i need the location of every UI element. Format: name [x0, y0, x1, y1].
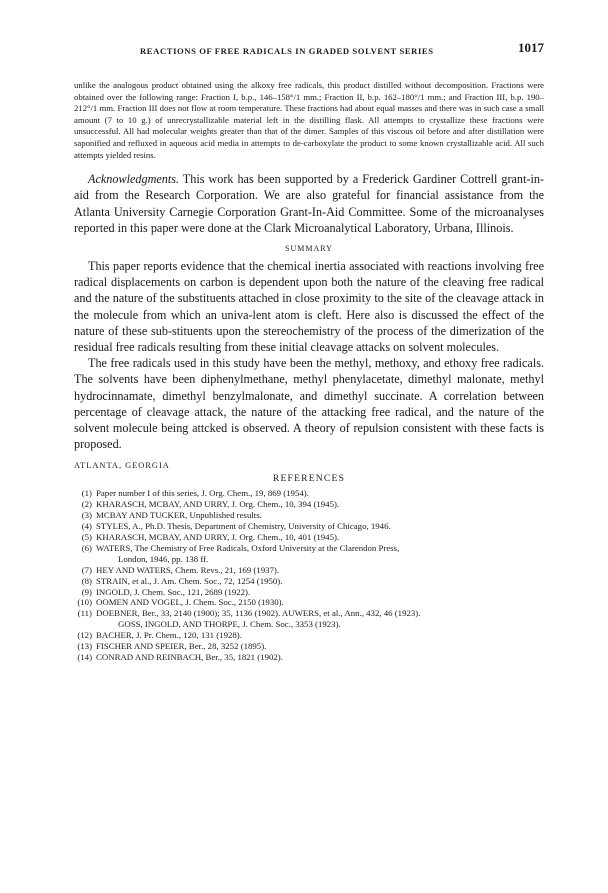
experimental-continuation [74, 80, 544, 161]
reference-number: (13) [77, 641, 92, 652]
reference-text: STRAIN, et al., J. Am. Chem. Soc., 72, 1254 (1950). [96, 575, 283, 586]
reference-number: (9) [81, 586, 92, 597]
summary-paragraph: This paper reports evidence that the chemical inertia associated with reactions involving free radical displacements on carbon is dependent upon both the nature of the cleaving free radical and the nature of the substituents attached in close proximity to the site of the cleavage attack in the molecule from which an univa-lent atom is cleft. Here also is discussed the effect of the nature of these sub-stituents upon the stereochemistry of the process of the dimerization of the residual free radicals resulting from these initial cleavage attacks on solvent molecules. [74, 258, 544, 354]
reference-item [74, 597, 544, 608]
acknowledgments-text: This work has been supported by a Frederick Gardiner Cottrell grant-in-aid from the Research Corporation. We are also grateful for financial assistance from the Atlanta University Carnegie Corporation Grant-In-Aid Committee. Some of the microanalyses reported in this paper were done at the Clark Microanalytical Laboratory, Urbana, Illinois. [74, 172, 544, 235]
reference-text: OOMEN AND VOGEL, J. Chem. Soc., 2150 (1930). [96, 597, 284, 608]
acknowledgments-lead: Acknowledgments. [88, 172, 180, 187]
reference-item [74, 499, 544, 510]
intro-paragraph: unlike the analogous product obtained using the alkoxy free radicals, this product distilled without decomposition. Fractions were obtained over the following range: Fraction I, b.p., 146–158°/1 mm.; Fraction II, b.p. 162–180°/1 mm.; and Fraction III, b.p. 190–212°/1 mm. Fraction III does not flow at room temperature. These fractions had about equal masses and there was in such case a small amount (7 to 10 g.) of unrecrystallizable material left in the distilling flask. All attempts to crystallize these fractions were unsuccessful. All had molecular weights greater than that of the dimer. Samples of this viscous oil before and after distillation were saponified and refluxed in aqueous acid media in attempts to de-carboxylate the product to some known crystallizable acid. All such attempts yielded resins. [74, 80, 544, 160]
reference-number: (10) [77, 597, 92, 608]
reference-number: (7) [81, 564, 92, 575]
reference-item [74, 652, 544, 663]
reference-number: (11) [77, 608, 92, 619]
reference-text: Paper number I of this series, J. Org. Chem., 19, 869 (1954). [96, 488, 309, 499]
summary-paragraph: The free radicals used in this study have been the methyl, methoxy, and ethoxy free radicals. The solvents have been diphenylmethane, methyl phenylacetate, dimethyl malonate, methyl hydrocinnamate, dimethyl benzylmalonate, and dimethyl succinate. A correlation between percentage of cleavage attack, the nature of the attacking free radical, and the nature of the solvent molecule being attcked is observed. A theory of repulsion consistent with these facts is proposed. [74, 356, 544, 452]
reference-item [74, 521, 544, 532]
reference-text: WATERS, The Chemistry of Free Radicals, Oxford University at the Clarendon Press, [96, 542, 400, 553]
reference-text: INGOLD, J. Chem. Soc., 121, 2689 (1922). [96, 586, 251, 597]
reference-item [74, 608, 544, 630]
reference-number: (2) [81, 499, 92, 510]
reference-text: STYLES, A., Ph.D. Thesis, Department of Chemistry, University of Chicago, 1946. [96, 521, 391, 532]
reference-item [74, 587, 544, 598]
reference-text: KHARASCH, MCBAY, AND URRY, J. Org. Chem., 10, 401 (1945). [96, 532, 340, 543]
reference-text: HEY AND WATERS, Chem. Revs., 21, 169 (1937). [96, 564, 280, 575]
reference-item [74, 543, 544, 565]
reference-item [74, 488, 544, 499]
reference-number: (5) [81, 532, 92, 543]
reference-item [74, 641, 544, 652]
reference-text: FISCHER AND SPEIER, Ber., 28, 3252 (1895). [96, 641, 267, 652]
reference-number: (1) [81, 488, 92, 499]
summary-heading: SUMMARY [285, 243, 333, 253]
reference-number: (8) [81, 575, 92, 586]
reference-number: (6) [81, 542, 92, 553]
reference-text: DOEBNER, Ber., 33, 2140 (1900); 35, 1136 (1902). AUWERS, et al., Ann., 432, 46 (1923). [96, 608, 421, 619]
reference-item [74, 576, 544, 587]
reference-item [74, 630, 544, 641]
author-location: ATLANTA, GEORGIA [74, 461, 170, 471]
page-header [74, 40, 544, 58]
references-list [74, 488, 544, 663]
acknowledgments-section [74, 171, 544, 236]
reference-text: KHARASCH, MCBAY, AND URRY, J. Org. Chem., 10, 394 (1945). [96, 499, 340, 510]
reference-text: BACHER, J. Pr. Chem., 120, 131 (1928). [96, 630, 242, 641]
summary-section [74, 258, 544, 452]
references-heading: REFERENCES [272, 473, 346, 485]
reference-text: MCBAY AND TUCKER, Unpublished results. [96, 510, 262, 521]
reference-text: CONRAD AND REINBACH, Ber., 35, 1821 (1902). [96, 652, 283, 662]
reference-number: (4) [81, 521, 92, 532]
reference-item [74, 565, 544, 576]
reference-continuation: GOSS, INGOLD, AND THORPE, J. Chem. Soc., 3353 (1923). [118, 619, 341, 630]
journal-page [74, 40, 544, 663]
reference-item [74, 510, 544, 521]
reference-number: (12) [77, 630, 92, 641]
reference-continuation: London, 1946, pp. 138 ff. [118, 553, 209, 564]
running-title: REACTIONS OF FREE RADICALS IN GRADED SOLVENT SERIES [140, 46, 434, 56]
reference-number: (3) [81, 510, 92, 521]
reference-number: (14) [77, 652, 92, 662]
reference-item [74, 532, 544, 543]
page-number: 1017 [518, 40, 544, 55]
